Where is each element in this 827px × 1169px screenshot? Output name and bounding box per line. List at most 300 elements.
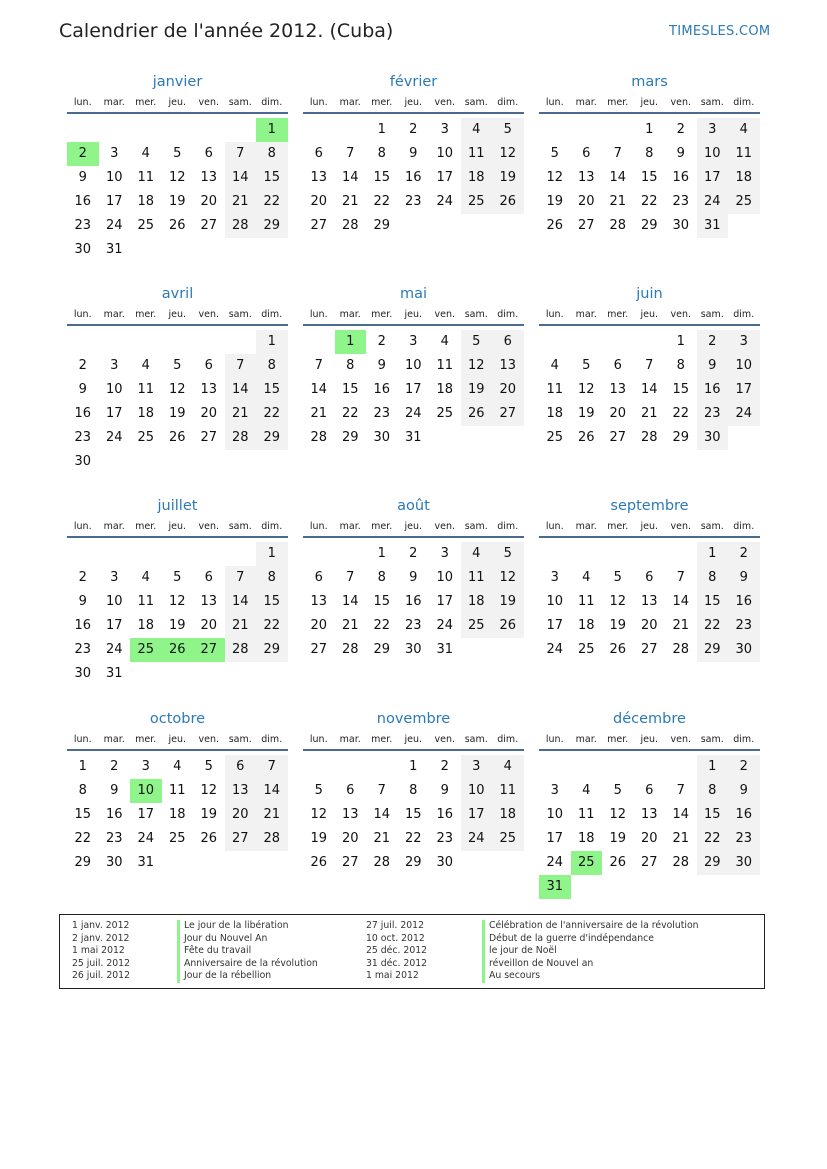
week-row xyxy=(67,330,288,354)
day-cell: 19 xyxy=(492,590,524,614)
day-cell: 14 xyxy=(310,382,328,397)
day-cell: 6 xyxy=(645,570,654,585)
day-cell: 5 xyxy=(613,570,622,585)
empty-cell xyxy=(571,875,603,899)
empty-cell xyxy=(634,755,666,779)
day-cell: 16 xyxy=(105,807,123,822)
week-row xyxy=(539,638,760,662)
empty-cell xyxy=(461,426,493,450)
day-cell: 19 xyxy=(168,406,186,421)
day-cell: 22 xyxy=(373,194,391,209)
day-cell: 14 xyxy=(640,382,658,397)
day-cell: 30 xyxy=(105,855,123,870)
weekday-label: mar. xyxy=(575,309,597,320)
weekday-label: lun. xyxy=(545,734,564,745)
day-cell: 19 xyxy=(609,831,627,846)
day-cell: 16 xyxy=(404,594,422,609)
day-cell: 3 xyxy=(440,122,449,137)
weekday-label: jeu. xyxy=(168,734,187,745)
weekday-label: mar. xyxy=(339,309,361,320)
day-cell: 15 xyxy=(256,166,288,190)
day-cell: 20 xyxy=(577,194,595,209)
day-cell: 14 xyxy=(672,594,690,609)
month-8 xyxy=(303,494,524,662)
week-row xyxy=(539,803,760,827)
day-cell: 30 xyxy=(404,642,422,657)
weekday-label: lun. xyxy=(309,521,328,532)
day-cell: 6 xyxy=(314,570,323,585)
weekday-label: mar. xyxy=(339,97,361,108)
weekday-header xyxy=(303,96,524,114)
weekday-label: jeu. xyxy=(640,734,659,745)
empty-cell xyxy=(697,875,729,899)
weekday-label: lun. xyxy=(545,97,564,108)
empty-cell xyxy=(728,875,760,899)
day-cell: 31 xyxy=(539,875,571,899)
day-cell: 29 xyxy=(256,214,288,238)
day-cell: 5 xyxy=(314,783,323,798)
week-row xyxy=(67,214,288,238)
month-name: mars xyxy=(631,74,668,90)
week-row xyxy=(539,402,760,426)
empty-cell xyxy=(398,214,430,238)
month-name: février xyxy=(389,74,438,90)
empty-cell xyxy=(130,238,162,262)
day-cell: 11 xyxy=(728,142,760,166)
empty-cell xyxy=(539,755,571,779)
day-cell: 11 xyxy=(137,170,155,185)
empty-cell xyxy=(335,755,367,779)
day-cell: 5 xyxy=(550,146,559,161)
legend-holiday-name: Anniversaire de la révolution xyxy=(177,958,318,971)
weekday-label: jeu. xyxy=(640,97,659,108)
month-6 xyxy=(539,282,760,450)
day-cell: 8 xyxy=(645,146,654,161)
day-cell: 25 xyxy=(728,190,760,214)
day-cell: 26 xyxy=(168,218,186,233)
week-row xyxy=(67,662,288,686)
day-cell: 20 xyxy=(640,618,658,633)
day-cell: 19 xyxy=(168,618,186,633)
day-cell: 17 xyxy=(105,618,123,633)
day-cell: 1 xyxy=(697,755,729,779)
day-cell: 8 xyxy=(409,783,418,798)
day-cell: 25 xyxy=(492,827,524,851)
empty-cell xyxy=(99,118,131,142)
week-row xyxy=(67,402,288,426)
day-cell: 27 xyxy=(225,827,257,851)
empty-cell xyxy=(461,851,493,875)
day-cell: 15 xyxy=(697,590,729,614)
month-4 xyxy=(67,282,288,474)
week-row xyxy=(67,590,288,614)
day-cell: 3 xyxy=(440,546,449,561)
weekday-label: mar. xyxy=(575,734,597,745)
day-cell: 19 xyxy=(200,807,218,822)
empty-cell xyxy=(602,542,634,566)
empty-cell xyxy=(99,542,131,566)
day-cell: 11 xyxy=(137,594,155,609)
day-cell: 7 xyxy=(346,570,355,585)
day-cell: 12 xyxy=(200,783,218,798)
day-cell: 15 xyxy=(697,803,729,827)
day-cell: 13 xyxy=(492,354,524,378)
day-cell: 4 xyxy=(461,542,493,566)
day-cell: 1 xyxy=(78,759,87,774)
day-cell: 12 xyxy=(461,354,493,378)
day-cell: 22 xyxy=(640,194,658,209)
weekday-header xyxy=(67,520,288,538)
weekday-label: mar. xyxy=(103,97,125,108)
weekday-label: ven. xyxy=(198,309,219,320)
empty-cell xyxy=(193,238,225,262)
week-row xyxy=(539,330,760,354)
day-cell: 24 xyxy=(546,642,564,657)
day-cell: 5 xyxy=(492,118,524,142)
weekday-label: ven. xyxy=(198,521,219,532)
day-cell: 22 xyxy=(74,831,92,846)
day-cell: 17 xyxy=(697,166,729,190)
day-cell: 30 xyxy=(728,638,760,662)
day-cell: 29 xyxy=(404,855,422,870)
day-cell: 19 xyxy=(577,406,595,421)
empty-cell xyxy=(634,542,666,566)
day-cell: 27 xyxy=(341,855,359,870)
day-cell: 24 xyxy=(404,406,422,421)
day-cell: 1 xyxy=(335,330,367,354)
weekday-label: lun. xyxy=(545,521,564,532)
weekday-label: jeu. xyxy=(168,521,187,532)
day-cell: 3 xyxy=(697,118,729,142)
day-cell: 22 xyxy=(697,827,729,851)
day-cell: 16 xyxy=(697,378,729,402)
day-cell: 25 xyxy=(137,218,155,233)
week-row xyxy=(67,118,288,142)
day-cell: 5 xyxy=(173,570,182,585)
empty-cell xyxy=(99,330,131,354)
day-cell: 9 xyxy=(697,354,729,378)
day-cell: 20 xyxy=(640,831,658,846)
weekday-label: mar. xyxy=(339,734,361,745)
day-cell: 3 xyxy=(110,146,119,161)
weekday-label: lun. xyxy=(309,97,328,108)
day-cell: 31 xyxy=(105,666,123,681)
empty-cell xyxy=(193,542,225,566)
weekday-label: sam. xyxy=(700,521,724,532)
day-cell: 4 xyxy=(440,334,449,349)
day-cell: 26 xyxy=(310,855,328,870)
week-row xyxy=(67,638,288,662)
day-cell: 5 xyxy=(173,358,182,373)
empty-cell xyxy=(634,875,666,899)
weekday-label: mer. xyxy=(607,734,629,745)
weekday-label: jeu. xyxy=(404,521,423,532)
week-row xyxy=(539,354,760,378)
month-3 xyxy=(539,70,760,238)
day-cell: 7 xyxy=(676,783,685,798)
day-cell: 15 xyxy=(256,378,288,402)
day-cell: 26 xyxy=(492,190,524,214)
day-cell: 20 xyxy=(341,831,359,846)
day-cell: 30 xyxy=(672,218,690,233)
empty-cell xyxy=(130,450,162,474)
empty-cell xyxy=(162,662,194,686)
day-cell: 7 xyxy=(225,354,257,378)
holiday-legend xyxy=(59,914,765,989)
day-cell: 26 xyxy=(162,638,194,662)
day-cell: 18 xyxy=(461,590,493,614)
day-cell: 6 xyxy=(613,358,622,373)
week-row xyxy=(303,779,524,803)
day-cell: 5 xyxy=(492,542,524,566)
day-cell: 16 xyxy=(436,807,454,822)
day-cell: 5 xyxy=(582,358,591,373)
day-cell: 21 xyxy=(341,194,359,209)
month-name: décembre xyxy=(613,711,686,727)
day-cell: 19 xyxy=(492,166,524,190)
day-cell: 3 xyxy=(728,330,760,354)
empty-cell xyxy=(225,238,257,262)
week-row xyxy=(67,827,288,851)
day-cell: 16 xyxy=(728,590,760,614)
day-cell: 9 xyxy=(78,594,87,609)
weekday-label: mar. xyxy=(575,97,597,108)
day-cell: 10 xyxy=(697,142,729,166)
day-cell: 1 xyxy=(645,122,654,137)
day-cell: 11 xyxy=(577,594,595,609)
weekday-header xyxy=(303,520,524,538)
day-cell: 7 xyxy=(256,755,288,779)
day-cell: 28 xyxy=(256,827,288,851)
weekday-label: sam. xyxy=(228,734,252,745)
day-cell: 22 xyxy=(697,614,729,638)
day-cell: 31 xyxy=(137,855,155,870)
day-cell: 8 xyxy=(697,779,729,803)
day-cell: 23 xyxy=(373,406,391,421)
empty-cell xyxy=(193,662,225,686)
day-cell: 21 xyxy=(640,406,658,421)
day-cell: 31 xyxy=(404,430,422,445)
day-cell: 18 xyxy=(577,618,595,633)
day-cell: 12 xyxy=(168,382,186,397)
empty-cell xyxy=(492,426,524,450)
legend-date: 10 oct. 2012 xyxy=(366,932,425,944)
day-cell: 7 xyxy=(676,570,685,585)
day-cell: 27 xyxy=(193,638,225,662)
day-cell: 27 xyxy=(310,218,328,233)
empty-cell xyxy=(256,662,288,686)
day-cell: 28 xyxy=(341,642,359,657)
empty-cell xyxy=(130,662,162,686)
day-cell: 10 xyxy=(130,779,162,803)
weekday-header xyxy=(67,733,288,751)
day-cell: 30 xyxy=(436,855,454,870)
day-cell: 21 xyxy=(225,190,257,214)
week-row xyxy=(303,190,524,214)
day-cell: 24 xyxy=(546,855,564,870)
day-cell: 15 xyxy=(74,807,92,822)
day-cell: 2 xyxy=(78,570,87,585)
day-cell: 6 xyxy=(204,570,213,585)
empty-cell xyxy=(571,755,603,779)
day-cell: 13 xyxy=(341,807,359,822)
day-cell: 13 xyxy=(310,594,328,609)
day-cell: 30 xyxy=(728,851,760,875)
week-row xyxy=(303,566,524,590)
day-cell: 4 xyxy=(550,358,559,373)
weekday-label: sam. xyxy=(700,309,724,320)
day-cell: 7 xyxy=(314,358,323,373)
empty-cell xyxy=(461,214,493,238)
week-row xyxy=(539,755,760,779)
empty-cell xyxy=(602,330,634,354)
weekday-label: mer. xyxy=(607,309,629,320)
day-cell: 22 xyxy=(404,831,422,846)
legend-date: 27 juil. 2012 xyxy=(366,920,424,931)
day-cell: 27 xyxy=(609,430,627,445)
week-row xyxy=(539,214,760,238)
day-cell: 29 xyxy=(256,426,288,450)
day-cell: 8 xyxy=(377,570,386,585)
empty-cell xyxy=(665,542,697,566)
day-cell: 22 xyxy=(256,190,288,214)
legend-holiday-name: réveillon de Nouvel an xyxy=(482,958,593,971)
day-cell: 2 xyxy=(409,546,418,561)
weekday-label: lun. xyxy=(73,97,92,108)
weekday-label: mar. xyxy=(103,309,125,320)
weekday-label: ven. xyxy=(670,521,691,532)
weekday-label: jeu. xyxy=(404,734,423,745)
month-9 xyxy=(539,494,760,662)
day-cell: 18 xyxy=(577,831,595,846)
day-cell: 23 xyxy=(728,827,760,851)
day-cell: 12 xyxy=(609,807,627,822)
weekday-label: dim. xyxy=(733,309,755,320)
week-row xyxy=(67,426,288,450)
weekday-label: dim. xyxy=(261,521,283,532)
day-cell: 17 xyxy=(546,831,564,846)
day-cell: 8 xyxy=(697,566,729,590)
day-cell: 21 xyxy=(672,831,690,846)
day-cell: 25 xyxy=(130,638,162,662)
empty-cell xyxy=(130,330,162,354)
day-cell: 16 xyxy=(672,170,690,185)
day-cell: 4 xyxy=(173,759,182,774)
week-row xyxy=(303,214,524,238)
month-name: octobre xyxy=(149,711,206,727)
empty-cell xyxy=(634,330,666,354)
week-row xyxy=(303,827,524,851)
weekday-label: ven. xyxy=(434,309,455,320)
day-cell: 14 xyxy=(672,807,690,822)
week-row xyxy=(303,426,524,450)
month-name: juillet xyxy=(157,498,198,514)
day-cell: 16 xyxy=(74,194,92,209)
weekday-label: sam. xyxy=(228,97,252,108)
weekday-label: sam. xyxy=(464,309,488,320)
empty-cell xyxy=(366,755,398,779)
empty-cell xyxy=(539,542,571,566)
day-cell: 14 xyxy=(341,170,359,185)
weekday-label: dim. xyxy=(497,734,519,745)
day-cell: 11 xyxy=(168,783,186,798)
weekday-label: lun. xyxy=(309,734,328,745)
weekday-label: sam. xyxy=(464,734,488,745)
empty-cell xyxy=(303,330,335,354)
day-cell: 13 xyxy=(225,779,257,803)
empty-cell xyxy=(193,118,225,142)
weekday-header xyxy=(303,308,524,326)
week-row xyxy=(67,354,288,378)
weekday-label: ven. xyxy=(198,734,219,745)
day-cell: 15 xyxy=(373,594,391,609)
day-cell: 28 xyxy=(225,638,257,662)
week-row xyxy=(303,118,524,142)
empty-cell xyxy=(130,118,162,142)
week-row xyxy=(67,779,288,803)
day-cell: 28 xyxy=(640,430,658,445)
day-cell: 1 xyxy=(377,122,386,137)
week-row xyxy=(67,190,288,214)
week-row xyxy=(303,638,524,662)
week-row xyxy=(539,142,760,166)
month-name: janvier xyxy=(152,74,203,90)
empty-cell xyxy=(225,542,257,566)
month-name: mai xyxy=(399,286,428,302)
week-row xyxy=(303,166,524,190)
empty-cell xyxy=(492,214,524,238)
page-title: Calendrier de l'année 2012. (Cuba) xyxy=(59,20,394,42)
weekday-label: mer. xyxy=(135,734,157,745)
empty-cell xyxy=(162,238,194,262)
day-cell: 6 xyxy=(204,146,213,161)
day-cell: 10 xyxy=(546,807,564,822)
day-cell: 15 xyxy=(341,382,359,397)
week-row xyxy=(303,354,524,378)
day-cell: 8 xyxy=(256,354,288,378)
weekday-header xyxy=(539,308,760,326)
day-cell: 19 xyxy=(609,618,627,633)
empty-cell xyxy=(162,542,194,566)
day-cell: 6 xyxy=(314,146,323,161)
empty-cell xyxy=(162,851,194,875)
day-cell: 23 xyxy=(74,218,92,233)
empty-cell xyxy=(539,330,571,354)
week-row xyxy=(539,378,760,402)
day-cell: 21 xyxy=(310,406,328,421)
day-cell: 1 xyxy=(256,118,288,142)
empty-cell xyxy=(256,238,288,262)
day-cell: 3 xyxy=(141,759,150,774)
day-cell: 24 xyxy=(105,218,123,233)
weekday-label: mar. xyxy=(103,734,125,745)
empty-cell xyxy=(602,755,634,779)
day-cell: 25 xyxy=(461,190,493,214)
day-cell: 21 xyxy=(609,194,627,209)
empty-cell xyxy=(256,450,288,474)
empty-cell xyxy=(429,214,461,238)
empty-cell xyxy=(492,851,524,875)
day-cell: 19 xyxy=(168,194,186,209)
day-cell: 18 xyxy=(137,406,155,421)
day-cell: 27 xyxy=(492,402,524,426)
day-cell: 3 xyxy=(409,334,418,349)
day-cell: 14 xyxy=(373,807,391,822)
brand-link[interactable]: TIMESLES.COM xyxy=(669,24,771,39)
month-name: août xyxy=(397,498,430,514)
week-row xyxy=(67,851,288,875)
weekday-label: jeu. xyxy=(168,309,187,320)
